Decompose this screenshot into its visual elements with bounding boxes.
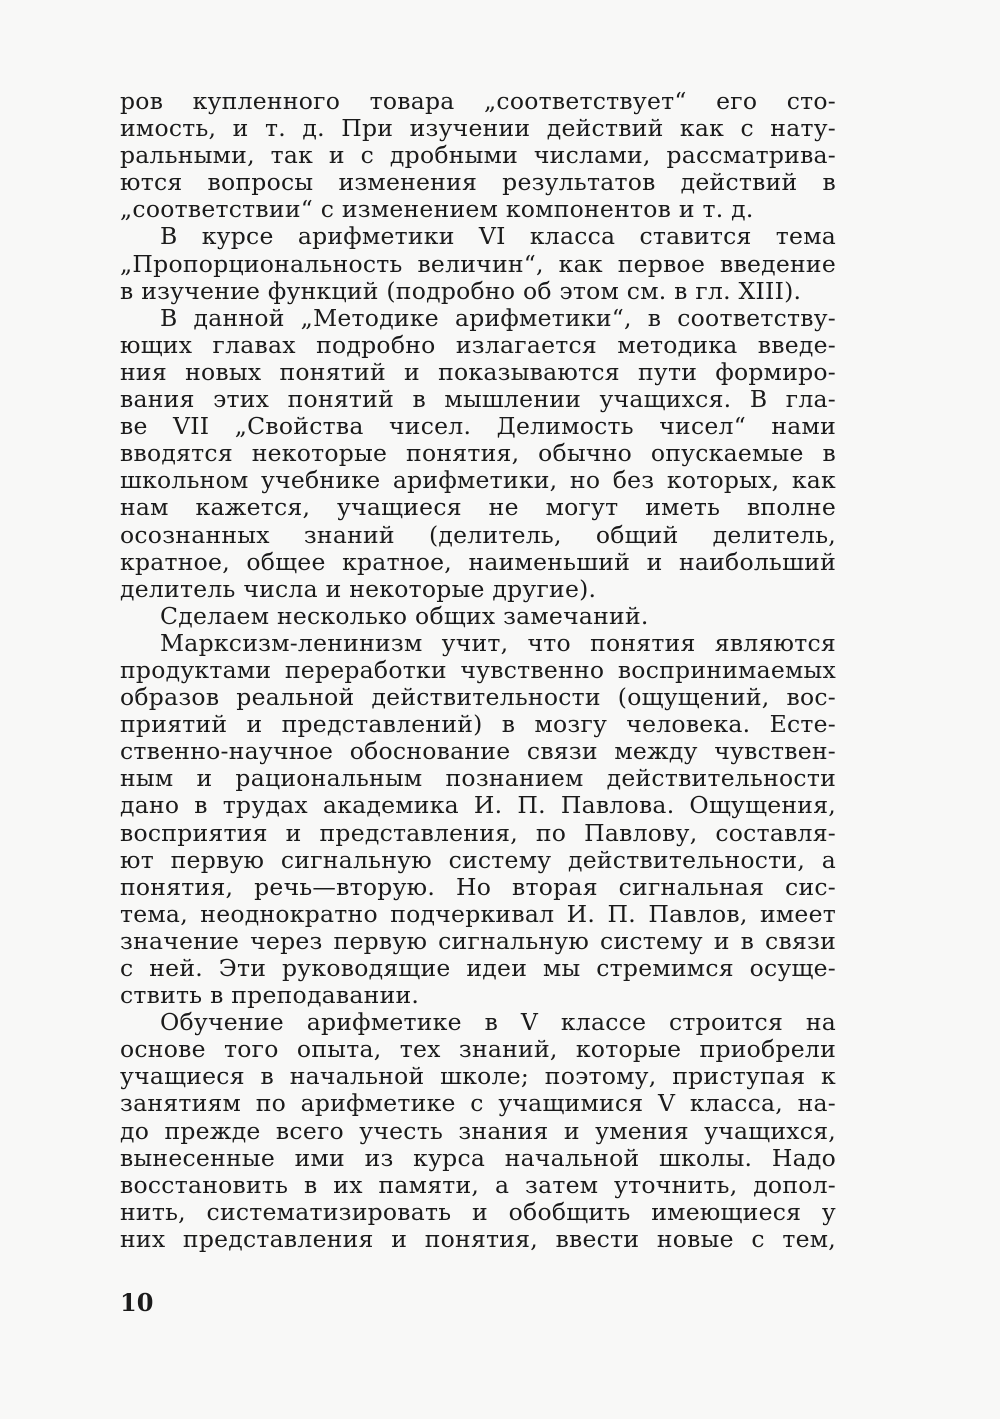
text-line: понятия, речь—вторую. Но вторая сигнальная сис- bbox=[120, 873, 836, 901]
text-line: осознанных знаний (делитель, общий делитель, bbox=[120, 521, 836, 549]
text-line: ственно-научное обоснование связи между чувствен- bbox=[120, 738, 836, 766]
text-line: В курсе арифметики VI класса ставится тема bbox=[160, 223, 836, 251]
text-line: тема, неоднократно подчеркивал И. П. Павлов, имеет bbox=[120, 900, 836, 928]
text-line: ются вопросы изменения результатов действий в bbox=[120, 169, 836, 197]
page-number: 10 bbox=[120, 1288, 154, 1317]
text-line: восстановить в их памяти, а затем уточнить, допол- bbox=[120, 1171, 836, 1199]
text-line: учащиеся в начальной школе; поэтому, приступая к bbox=[120, 1063, 836, 1091]
text-line: кратное, общее кратное, наименьший и наибольший bbox=[120, 548, 836, 576]
text-line: вания этих понятий в мышлении учащихся. В гла- bbox=[120, 386, 836, 414]
text-line: „соответствии“ с изменением компонентов и т. д. bbox=[120, 196, 754, 224]
text-line: ния новых понятий и показываются пути формиро- bbox=[120, 358, 836, 386]
text-line: вынесенные ими из курса начальной школы. Надо bbox=[120, 1144, 836, 1172]
text-line: нам кажется, учащиеся не могут иметь вполне bbox=[120, 494, 836, 522]
text-line: основе того опыта, тех знаний, которые приобрели bbox=[120, 1036, 836, 1064]
text-line: ют первую сигнальную систему действительности, а bbox=[120, 846, 836, 874]
text-line: образов реальной действительности (ощущений, вос- bbox=[120, 684, 836, 712]
text-line: ным и рациональным познанием действительности bbox=[120, 765, 836, 793]
text-line: ве VII „Свойства чисел. Делимость чисел“ нами bbox=[120, 413, 836, 441]
text-line: продуктами переработки чувственно воспринимаемых bbox=[120, 656, 836, 684]
text-line: Сделаем несколько общих замечаний. bbox=[160, 602, 649, 630]
text-line: делитель числа и некоторые другие). bbox=[120, 575, 597, 603]
text-line: ющих главах подробно излагается методика введе- bbox=[120, 331, 836, 359]
text-line: дано в трудах академика И. П. Павлова. Ощущения, bbox=[120, 792, 836, 820]
text-line: имость, и т. д. При изучении действий как с нату- bbox=[120, 115, 836, 143]
text-line: вводятся некоторые понятия, обычно опускаемые в bbox=[120, 440, 836, 468]
text-line: ральными, так и с дробными числами, рассматрива- bbox=[120, 142, 836, 170]
text-line: В данной „Методике арифметики“, в соответству- bbox=[160, 304, 836, 332]
text-line: Марксизм-ленинизм учит, что понятия являются bbox=[160, 629, 836, 657]
text-line: нить, систематизировать и обобщить имеющиеся у bbox=[120, 1198, 836, 1226]
text-line: „Пропорциональность величин“, как первое введение bbox=[120, 250, 836, 278]
text-line: них представления и понятия, ввести новые с тем, bbox=[120, 1225, 836, 1253]
text-line: ствить в преподавании. bbox=[120, 982, 420, 1010]
body-text bbox=[120, 88, 836, 1253]
text-line: до прежде всего учесть знания и умения учащихся, bbox=[120, 1117, 836, 1145]
text-line: занятиям по арифметике с учащимися V класса, на- bbox=[120, 1090, 836, 1118]
text-line: в изучение функций (подробно об этом см. в гл. XIII). bbox=[120, 277, 802, 305]
text-line: значение через первую сигнальную систему и в связи bbox=[120, 927, 836, 955]
text-line: Обучение арифметике в V классе строится на bbox=[160, 1009, 836, 1037]
text-line: ров купленного товара „соответствует“ его сто- bbox=[120, 88, 836, 115]
text-line: приятий и представлений) в мозгу человека. Есте- bbox=[120, 711, 836, 739]
text-line: школьном учебнике арифметики, но без которых, как bbox=[120, 467, 836, 495]
text-line: с ней. Эти руководящие идеи мы стремимся осуще- bbox=[120, 955, 836, 982]
text-line: восприятия и представления, по Павлову, составля- bbox=[120, 819, 836, 847]
